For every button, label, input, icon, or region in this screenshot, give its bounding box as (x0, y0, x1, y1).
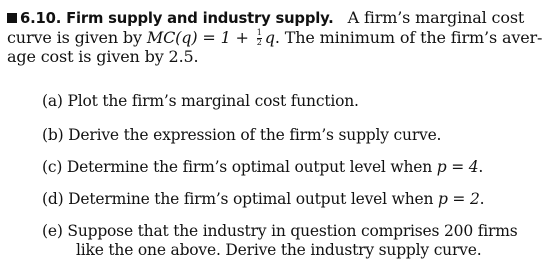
fraction-numerator: 1 (256, 28, 262, 37)
part-c-label: (c) (42, 158, 63, 176)
problem-intro (7, 8, 542, 66)
part-e-text-line2: like the one above. Derive the industry supply curve. (76, 241, 482, 259)
part-b (42, 126, 492, 145)
part-a-text: Plot the firm’s marginal cost function. (67, 92, 359, 110)
part-c (42, 158, 492, 177)
part-e-text-line1: Suppose that the industry in question comprises 200 firms (67, 222, 518, 240)
problem-title: 6.10. Firm supply and industry supply. (20, 10, 334, 27)
part-c-price-condition: p = 4 (436, 158, 479, 176)
intro-line-1 (7, 8, 525, 28)
problem-block (7, 8, 542, 259)
part-b-text: Derive the expression of the firm’s supply curve. (68, 126, 442, 144)
part-c-text-suffix: . (478, 158, 484, 176)
part-e (42, 222, 518, 260)
intro-line-3: age cost is given by 2.5. (7, 47, 199, 66)
intro-line2-suffix: . The minimum of the firm’s aver- (274, 28, 542, 47)
part-e-label: (e) (42, 222, 63, 240)
one-half-fraction (256, 28, 263, 47)
square-bullet-icon (7, 13, 17, 23)
part-d-price-condition: p = 2 (437, 190, 480, 208)
marginal-cost-variable-q: q (264, 28, 275, 47)
marginal-cost-expression-left: MC(q) = 1 + (146, 28, 254, 47)
part-d-text-prefix: Determine the firm’s optimal output level when (68, 190, 438, 208)
intro-line1-rest: A firm’s marginal cost (347, 8, 525, 27)
part-b-label: (b) (42, 126, 64, 144)
fraction-denominator: 2 (256, 38, 262, 47)
part-d (42, 190, 492, 209)
part-a (42, 92, 492, 111)
intro-line2-prefix: curve is given by (7, 28, 147, 47)
part-c-text-prefix: Determine the firm’s optimal output level when (66, 158, 437, 176)
part-d-label: (d) (42, 190, 64, 208)
part-d-text-suffix: . (479, 190, 485, 208)
intro-line-2 (7, 28, 542, 47)
part-a-label: (a) (42, 92, 63, 110)
